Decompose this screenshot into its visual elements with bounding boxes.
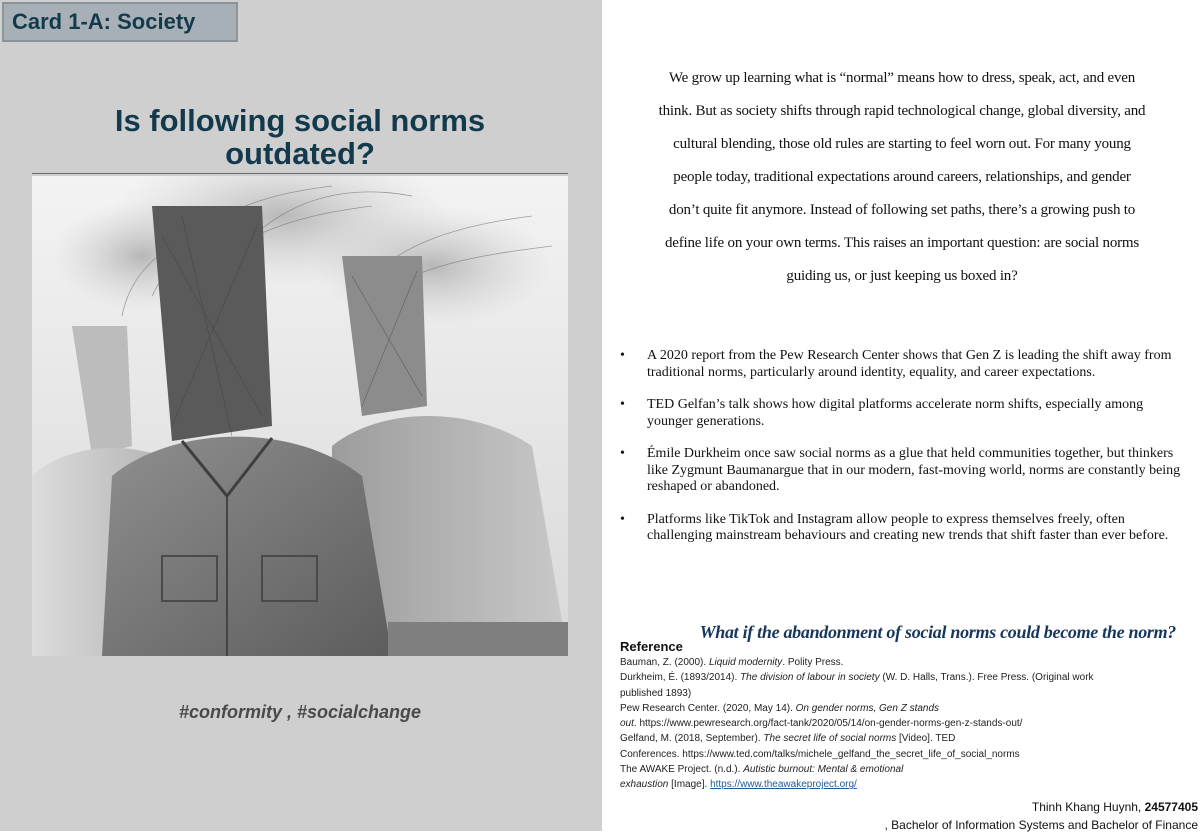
reference-entry-cont: Conferences. https://www.ted.com/talks/michele_gelfand_the_secret_life_of_social_norms — [620, 748, 1020, 760]
student-id: 24577405 — [1144, 800, 1198, 814]
evidence-text: Platforms like TikTok and Instagram allow people to express themselves freely, often challenging mainstream behaviours and creating new trends that shift faster than ever before. — [647, 511, 1169, 543]
ref-title: The division of labour in society — [740, 672, 880, 684]
evidence-text: Émile Durkheim once saw social norms as a glue that held communities together, but thinkers like Zygmunt Baumanargue that in our modern, fast-moving world, norms are constantly being reshaped or abandoned. — [647, 446, 1181, 494]
reference-entry-cont — [620, 716, 1160, 731]
reference-list — [620, 655, 1160, 793]
page-title — [32, 104, 568, 170]
reference-entry — [620, 655, 1160, 670]
ref-title: Liquid modernity — [708, 657, 783, 668]
ref-title: exhaustion — [620, 779, 669, 791]
reference-entry-cont — [620, 777, 1160, 792]
bullet-icon: • — [620, 397, 625, 412]
reference-entry — [620, 731, 1160, 746]
image-caption-bar — [388, 622, 568, 656]
awake-project-link[interactable]: https://www.theawakeproject.org/ — [710, 779, 857, 791]
title-line-2: outdated? — [225, 136, 375, 171]
ref-text: Durkheim, É. (1893/2014). — [620, 672, 741, 684]
intro-line: define life on your own terms. This raises an important question: are social norms — [664, 235, 1140, 251]
evidence-list — [620, 348, 1186, 561]
evidence-text: TED Gelfan’s talk shows how digital platforms accelerate norm shifts, especially among younger generations. — [647, 397, 1144, 429]
ref-title: Autistic burnout: Mental & emotional — [743, 764, 904, 776]
evidence-item — [620, 397, 1186, 430]
intro-line: think. But as society shifts through rapid technological change, global diversity, and — [658, 103, 1146, 119]
closing-question: What if the abandonment of social norms could become the norm? — [699, 622, 1176, 642]
intro-paragraph — [624, 62, 1180, 293]
author-name: Thinh Khang Huynh, — [1031, 800, 1145, 814]
ref-title: out — [620, 718, 634, 730]
title-divider — [32, 173, 568, 174]
intro-line: people today, traditional expectations around careers, relationships, and gender — [673, 169, 1131, 185]
reference-entry — [620, 670, 1160, 685]
bullet-icon: • — [620, 348, 625, 363]
ref-text: (W. D. Halls, Trans.). Free Press. (Original work — [879, 672, 1094, 684]
author-line — [1032, 800, 1198, 814]
ref-text: . https://www.pewresearch.org/fact-tank/2020/05/14/on-gender-norms-gen-z-stands-out/ — [633, 718, 1023, 730]
ref-text: [Image]. — [668, 779, 711, 791]
reference-heading: Reference — [620, 639, 683, 654]
ref-title: The secret life of social norms — [763, 733, 897, 745]
title-line-1: Is following social norms — [114, 103, 486, 138]
bullet-icon: • — [620, 446, 625, 461]
evidence-item — [620, 512, 1186, 545]
ref-text: [Video]. TED — [896, 733, 956, 745]
evidence-item — [620, 446, 1186, 496]
reference-entry — [620, 701, 1160, 716]
hashtags: #conformity , #socialchange — [178, 702, 422, 722]
author-degree: , Bachelor of Information Systems and Bachelor of Finance — [884, 818, 1198, 832]
faceless-figures-illustration — [32, 176, 568, 656]
intro-line: don’t quite fit anymore. Instead of following set paths, there’s a growing push to — [668, 202, 1136, 218]
ref-text: . Polity Press. — [782, 657, 844, 668]
card-tag: Card 1-A: Society — [2, 2, 238, 42]
ref-text: Bauman, Z. (2000). — [620, 657, 709, 668]
ref-text: The AWAKE Project. (n.d.). — [620, 764, 744, 776]
ref-text: Pew Research Center. (2020, May 14). — [620, 702, 796, 714]
ref-title: On gender norms, Gen Z stands — [795, 702, 940, 714]
reference-entry-cont: published 1893) — [620, 687, 692, 699]
reference-entry — [620, 762, 1160, 777]
intro-line: We grow up learning what is “normal” means how to dress, speak, act, and even — [668, 70, 1136, 86]
intro-line: guiding us, or just keeping us boxed in? — [786, 268, 1018, 284]
evidence-item — [620, 348, 1186, 381]
figures-drawing — [32, 176, 568, 656]
bullet-icon: • — [620, 511, 625, 527]
intro-line: cultural blending, those old rules are starting to feel worn out. For many young — [673, 136, 1131, 152]
ref-text: Gelfand, M. (2018, September). — [620, 733, 764, 745]
evidence-text: A 2020 report from the Pew Research Center shows that Gen Z is leading the shift away from traditional norms, particularly around identity, equality, and career expectations. — [647, 348, 1172, 380]
